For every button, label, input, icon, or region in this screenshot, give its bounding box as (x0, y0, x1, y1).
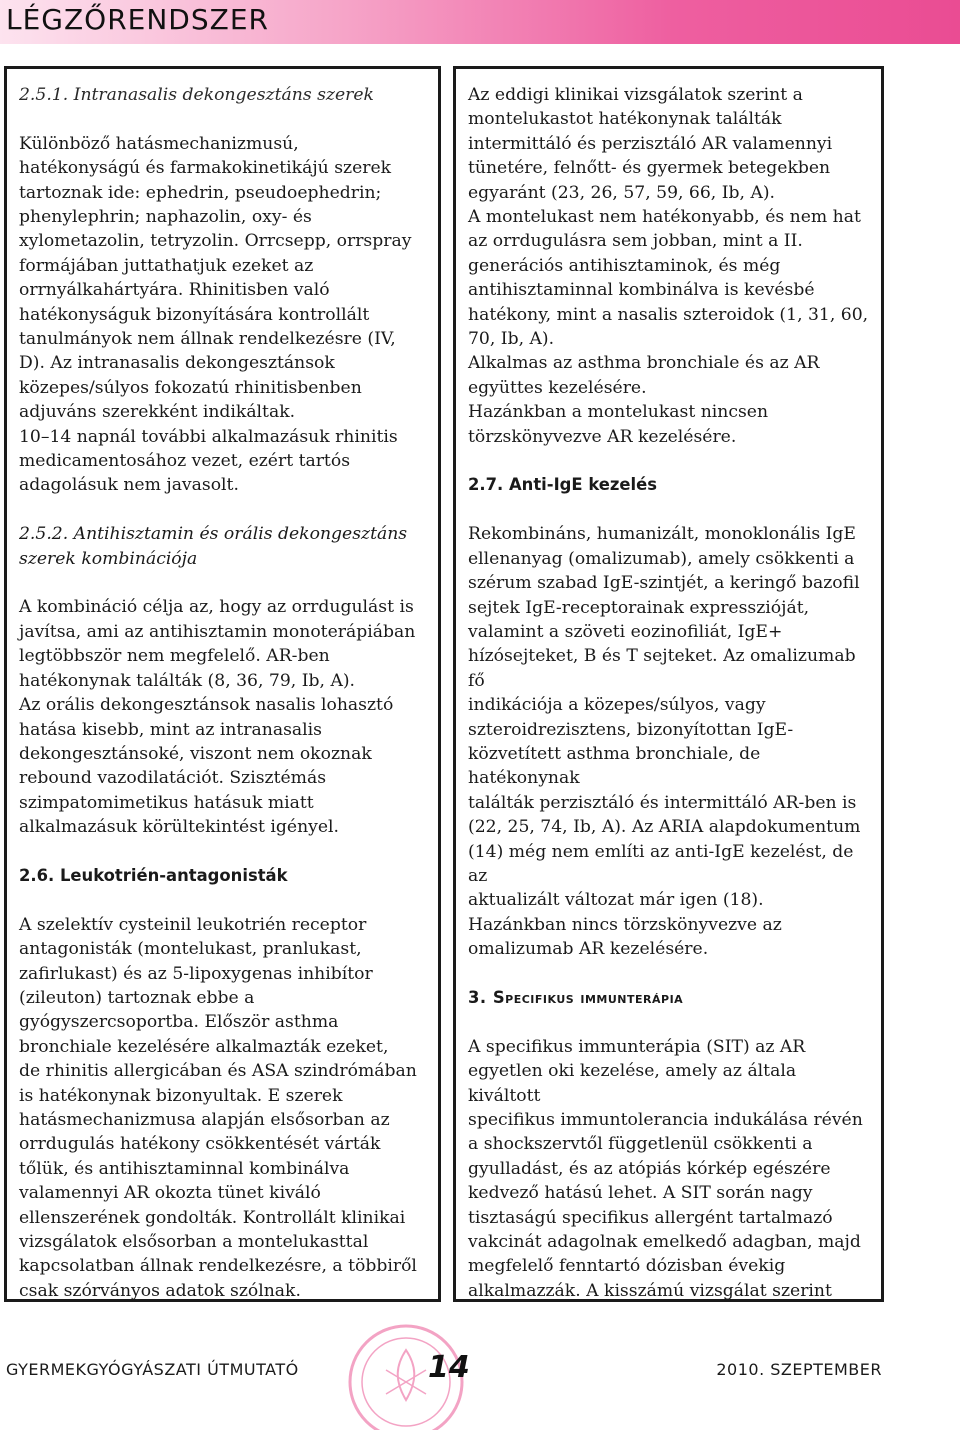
right-column (453, 66, 884, 1302)
section-body-3: A specifikus immunterápia (SIT) az AR egyetlen oki kezelése, amely az általa kiváltott specifikus immuntolerancia indukálása révén a shockszervtől függetlenül csökkenti a gyulladást, és az atópiás kórkép egészére kedvező hatású lehet. A SIT során nagy tisztaságú specifikus allergént tartalmazó vakcinát adagolnak emelkedő adagban, majd megfelelő fenntartó dózisban évekig alkalmazzák. A kisszámú vizsgálat szerint (468, 1036, 863, 1301)
footer-publication: GYERMEKGYÓGYÁSZATI ÚTMUTATÓ (6, 1360, 299, 1379)
section-body-2-6-continued: Az eddigi klinikai vizsgálatok szerint a montelukastot hatékonynak találták intermittáló és perzisztáló AR valamennyi tünetére, felnőtt- és gyermek betegekben egyaránt (23, 26, 57, 59, 66, Ib, A). A montelukast nem hatékonyabb, és nem hat az orrdugulásra sem jobban, mint a II. generációs antihisztaminok, és még antihisztaminnal kombinálva is kevésbé hatékony, mint a nasalis szteroidok (1, 31, 60, 70, Ib, A). Alkalmas az asthma bronchiale és az AR együttes kezelésére. Hazánkban a montelukast nincsen törzskönyvezve AR kezelésére. (468, 85, 869, 447)
page-title: LÉGZŐRENDSZER (6, 3, 269, 36)
section-body-2-7: Rekombináns, humanizált, monoklonális IgE ellenanyag (omalizumab), amely csökkenti a szérum szabad IgE-szintjét, a keringő bazofil sejtek IgE-receptorainak expresszióját, valamint a szöveti eozinofiliát, IgE+ hízósejteket, B és T sejteket. Az omalizumab fő indikációja a közepes/súlyos, vagy szteroidrezisztens, bizonyítottan IgE- közvetített asthma bronchiale, de hatékonynak találták perzisztáló és intermittáló AR-ben is (22, 25, 74, Ib, A). Az ARIA alapdokumentum (14) még nem említi az anti-IgE kezelést, de az aktualizált változat már igen (18). Hazánkban nincs törzskönyvezve az omalizumab AR kezelésére. (468, 524, 861, 960)
section-heading-3: 3. Specifikus immunterápia (468, 987, 684, 1007)
section-body-2-5-2: A kombináció célja az, hogy az orrdugulást is javítsa, ami az antihisztamin monoterápiában legtöbbször nem megfelelő. AR-ben hatékonynak találták (8, 36, 79, Ib, A). Az orális dekongesztánsok nasalis lohasztó hatása kisebb, mint az intranasalis dekongesztánsoké, viszont nem okoznak rebound vazodilatációt. Szisztémás szimpatomimetikus hatásuk miatt alkalmazásuk körültekintést igényel. (19, 597, 416, 838)
section-body-2-5-1: Különböző hatásmechanizmusú, hatékonyságú és farmakokinetikájú szerek tartoznak ide: ephedrin, pseudoephedrin; phenylephrin; naphazolin, oxy- és xylometazolin, tetryzolin. Orrcsepp, orrspray formájában juttathatjuk ezeket az orrnyálkahártyára. Rhinitisben való hatékonyságuk bizonyítására kontrollált tanulmányok nem állnak rendelkezésre (IV, D). Az intranasalis dekongesztánsok közepes/súlyos fokozatú rhinitisbenben adjuváns szerekként indikáltak. 10–14 napnál további alkalmazásuk rhinitis medicamentosához vezet, ezért tartós adagolásuk nem javasolt. (19, 133, 412, 496)
left-column (4, 66, 441, 1302)
footer-date: 2010. SZEPTEMBER (716, 1360, 882, 1379)
section-heading-2-7: 2.7. Anti-IgE kezelés (468, 475, 658, 495)
section-body-2-6: A szelektív cysteinil leukotrién receptor antagonisták (montelukast, pranlukast, zafirlukast) és az 5-lipoxygenas inhibítor (zileuton) tartoznak ebbe a gyógyszercsoportba. Először asthma bronchiale kezelésére alkalmazták ezeket, de rhinitis allergicában és ASA szindrómában is hatékonynak bizonyultak. E szerek hatásmechanizmusa alapján elsősorban az orrdugulás hatékony csökkentését várták tőlük, és antihisztaminnal kombinálva valamennyi AR okozta tünet kiváló ellenszerének gondolták. Kontrollált klinikai vizsgálatok elsősorban a montelukasttal kapcsolatban állnak rendelkezésre, a többiről csak szórványos adatok szólnak. (19, 914, 417, 1301)
section-heading-2-6: 2.6. Leukotrién-antagonisták (19, 865, 288, 885)
page-number: 14 (428, 1350, 470, 1385)
section-heading-2-5-1: 2.5.1. Intranasalis dekongesztáns szerek (19, 85, 374, 105)
section-heading-2-5-2: 2.5.2. Antihisztamin és orális dekongesztáns szerek kombinációja (19, 524, 408, 569)
